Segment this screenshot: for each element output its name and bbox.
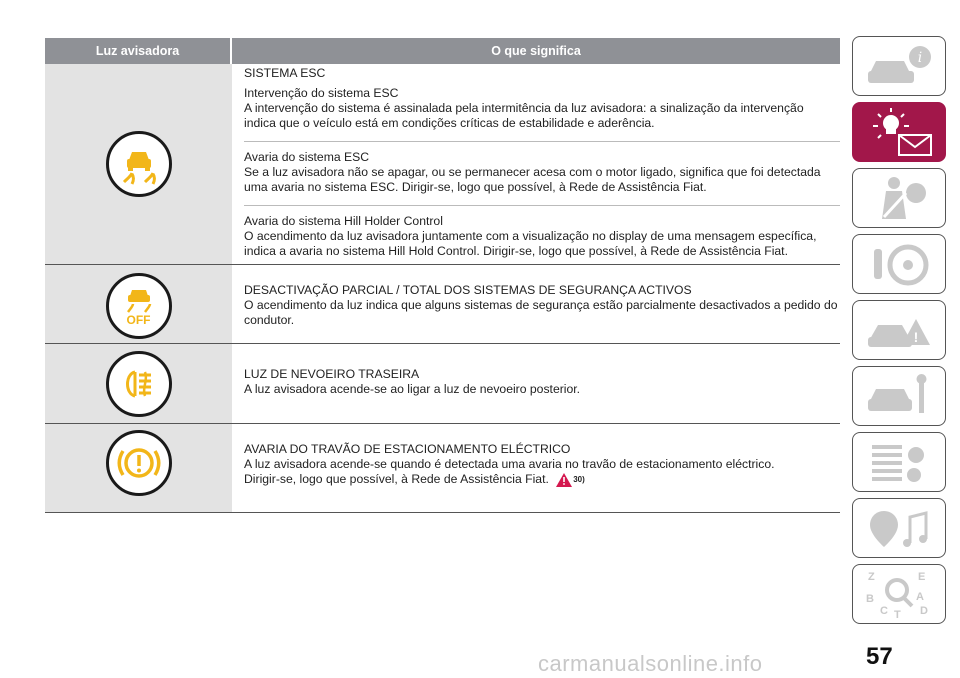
esc-intervention-title: Intervenção do sistema ESC bbox=[244, 86, 399, 100]
table-row bbox=[45, 265, 840, 344]
tab-emergency[interactable] bbox=[852, 300, 946, 360]
icon-cell bbox=[45, 64, 232, 264]
parking-brake-text: A luz avisadora acende-se quando é detectada uma avaria no travão de estacionamento eléctrico. bbox=[244, 457, 775, 471]
maintenance-icon bbox=[864, 371, 934, 421]
svg-text:D: D bbox=[920, 605, 928, 617]
esc-off-text: O acendimento da luz indica que alguns sistemas de segurança estão parcialmente desactivados a pedido do condutor. bbox=[244, 298, 838, 327]
tab-safety[interactable] bbox=[852, 168, 946, 228]
table-row bbox=[45, 344, 840, 424]
meaning-cell bbox=[232, 265, 840, 343]
hill-holder-title: Avaria do sistema Hill Holder Control bbox=[244, 214, 443, 228]
warning-triangle-icon[interactable] bbox=[556, 472, 585, 487]
tab-technical-data[interactable] bbox=[852, 432, 946, 492]
icon-cell bbox=[45, 424, 232, 512]
safety-icon bbox=[864, 173, 934, 223]
esc-off-label: OFF bbox=[126, 313, 151, 327]
svg-text:C: C bbox=[880, 605, 888, 617]
rear-fog-text: A luz avisadora acende-se ao ligar a luz de nevoeiro posterior. bbox=[244, 382, 581, 396]
table-row bbox=[45, 424, 840, 513]
steering-wheel-icon bbox=[864, 239, 934, 289]
rear-fog-title: LUZ DE NEVOEIRO TRASEIRA bbox=[244, 367, 420, 381]
esc-title: SISTEMA ESC bbox=[244, 66, 326, 80]
watermark: carmanualsonline.info bbox=[538, 651, 763, 676]
warning-lights-table bbox=[45, 38, 840, 513]
meaning-cell bbox=[232, 64, 840, 264]
svg-text:i: i bbox=[917, 50, 923, 66]
esc-off-icon bbox=[106, 273, 172, 339]
tab-index[interactable] bbox=[852, 564, 946, 624]
multimedia-icon bbox=[864, 503, 934, 553]
icon-cell bbox=[45, 344, 232, 423]
esc-off-title: DESACTIVAÇÃO PARCIAL / TOTAL DOS SISTEMAS DE SEGURANÇA ACTIVOS bbox=[244, 283, 692, 297]
tab-warning-lights[interactable] bbox=[852, 102, 946, 162]
warning-lights-icon bbox=[861, 107, 937, 157]
svg-text:Z: Z bbox=[868, 571, 875, 583]
svg-text:E: E bbox=[918, 571, 926, 583]
header-meaning: O que significa bbox=[491, 44, 581, 58]
meaning-cell bbox=[232, 344, 840, 423]
rear-fog-icon bbox=[106, 351, 172, 417]
svg-text:!: ! bbox=[913, 329, 919, 345]
specs-icon bbox=[864, 437, 934, 487]
parking-brake-advice-text: Dirigir-se, logo que possível, à Rede de Assistência Fiat. bbox=[244, 472, 549, 486]
tab-maintenance[interactable] bbox=[852, 366, 946, 426]
tab-starting-driving[interactable] bbox=[852, 234, 946, 294]
esc-failure-text: Se a luz avisadora não se apagar, ou se permanecer acesa com o motor ligado, significa que foi detectada uma avaria no sistema ESC. Dirigir-se, logo que possível, à Rede de Assistência Fiat. bbox=[244, 165, 821, 194]
svg-text:A: A bbox=[916, 591, 924, 603]
tab-car-info[interactable] bbox=[852, 36, 946, 96]
header-warning-light: Luz avisadora bbox=[45, 38, 232, 64]
svg-text:T: T bbox=[894, 609, 901, 620]
esc-intervention-text: A intervenção do sistema é assinalada pela intermitência da luz avisadora: a sinalização da intervenção indica que o veículo está em condições críticas de estabilidade e aderência. bbox=[244, 101, 804, 130]
esc-failure-title: Avaria do sistema ESC bbox=[244, 150, 370, 164]
esc-warning-icon bbox=[106, 131, 172, 197]
index-icon bbox=[864, 568, 934, 620]
emergency-icon bbox=[864, 305, 934, 355]
table-row bbox=[45, 64, 840, 265]
hill-holder-text: O acendimento da luz avisadora juntamente com a visualização no display de uma mensagem específica, indica a avaria no sistema Hill Hold Control. Dirigir-se, logo que possível, à Rede de Assistência Fiat. bbox=[244, 229, 817, 258]
parking-brake-advice bbox=[244, 472, 838, 487]
meaning-cell bbox=[232, 424, 840, 512]
car-info-icon bbox=[864, 43, 934, 89]
page-number: 57 bbox=[866, 643, 893, 670]
tab-multimedia[interactable] bbox=[852, 498, 946, 558]
parking-brake-title: AVARIA DO TRAVÃO DE ESTACIONAMENTO ELÉCTRICO bbox=[244, 442, 571, 456]
svg-text:B: B bbox=[866, 593, 874, 605]
parking-brake-failure-icon bbox=[106, 430, 172, 496]
icon-cell bbox=[45, 265, 232, 343]
table-header bbox=[45, 38, 840, 64]
chapter-sidebar bbox=[852, 36, 946, 630]
warning-reference[interactable]: 30) bbox=[573, 475, 585, 485]
